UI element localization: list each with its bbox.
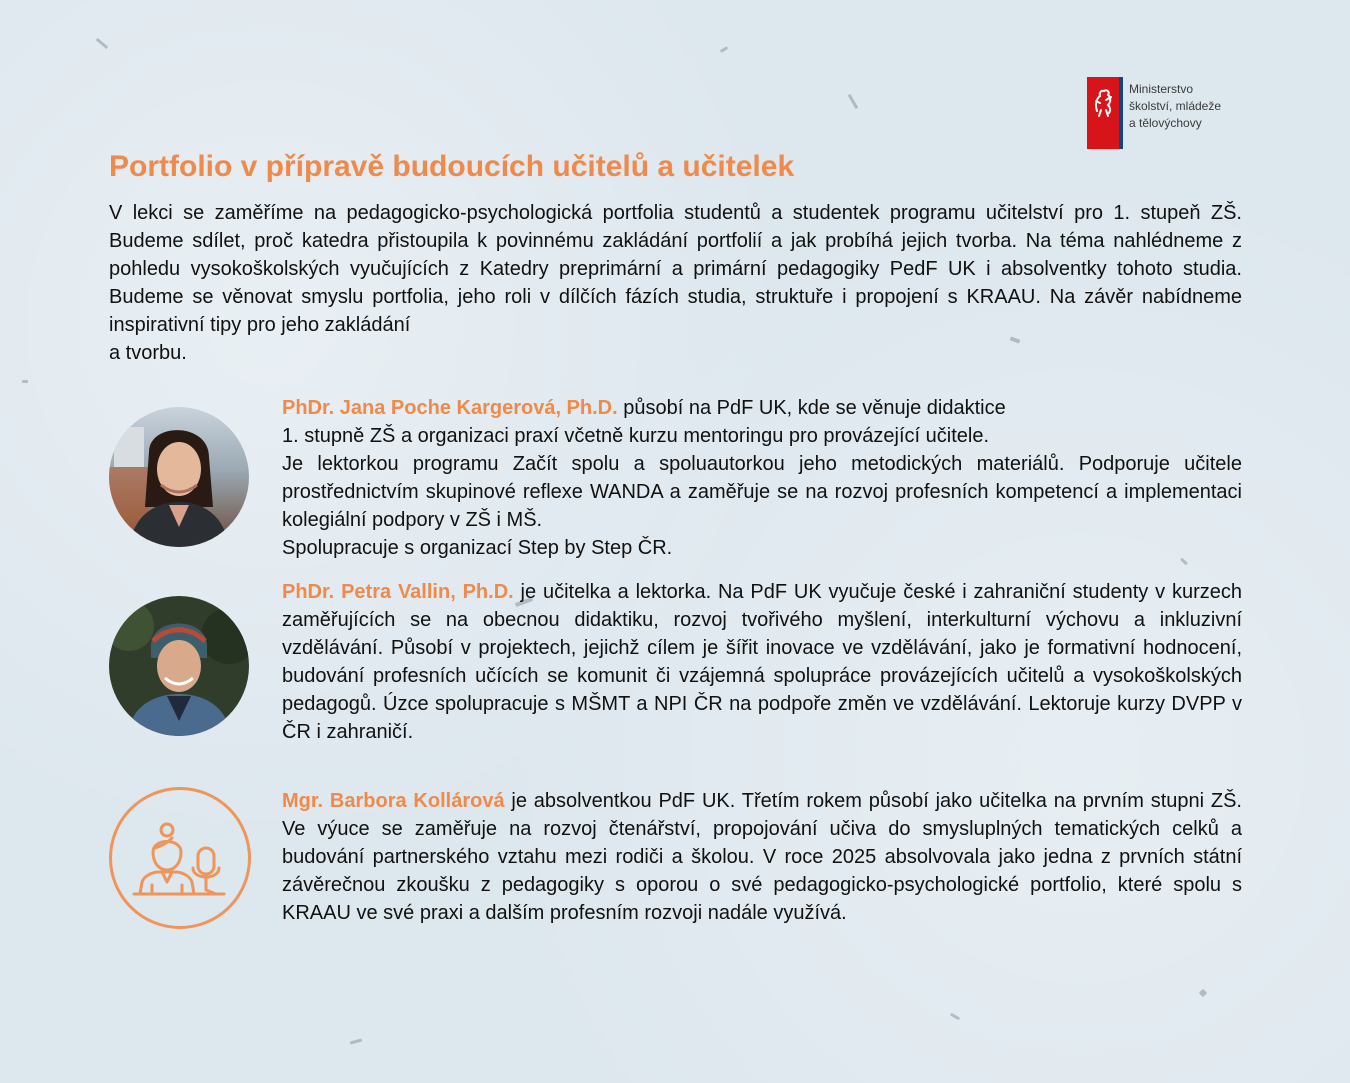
background-speck [848,94,859,109]
speaker-bio-kollarova [282,787,1242,927]
background-speck [950,1013,960,1021]
speaker-bio-kargerova [282,394,1242,562]
ministry-name [1129,81,1221,132]
background-speck [96,38,109,49]
intro-last-line: a tvorbu. [109,342,187,364]
speaker-bio-text: je absolventkou PdF UK. Třetím rokem působí jako učitelka na prvním stupni ZŠ. Ve výuce se zaměřuje na rozvoj čtenářství, propojování učiva do smysluplných tematických celků a budování partnerského vztahu mezi rodiči a školou. V roce 2025 absolvovala jako jedna z prvních státní závěrečnou zkoušku z pedagogiky s oporou o své pedagogicko-psychologické portfolio, které spolu s KRAAU ve své praxi a dalším profesním rozvoji nadále využívá. [282,790,1242,924]
page-title: Portfolio v přípravě budoucích učitelů a učitelek [109,150,795,183]
speaker-name: Mgr. Barbora Kollárová [282,790,505,812]
background-speck [350,1038,362,1044]
lion-emblem-icon [1087,83,1119,123]
background-speck [22,380,28,383]
ministry-flag [1087,77,1123,149]
speaker-name: PhDr. Petra Vallin, Ph.D. [282,581,514,603]
speaker-bio-text: je učitelka a lektorka. Na PdF UK vyučuje české i zahraniční studenty v kurzech zaměřujících se na obecnou didaktiku, rozvoj tvořivého myšlení, interkulturní výchovu a inkluzivní vzdělávání. Působí v projektech, jejichž cílem je šířit inovace ve vzdělávání, jako je formativní hodnocení, budování profesních učících se komunit či vzájemná spolupráce provázejících učitelů a vysokoškolských pedagogů. Úzce spolupracuje s MŠMT a NPI ČR na podpoře změn ve vzdělávání. Lektoruje kurzy DVPP v ČR i zahraničí. [282,581,1242,743]
ministry-name-line: a tělovýchovy [1129,116,1202,130]
ministry-name-line: Ministerstvo [1129,82,1194,96]
ministry-name-line: školství, mládeže [1129,99,1222,113]
background-speck [1199,989,1207,997]
speaker-bio-vallin [282,578,1242,746]
background-speck [720,46,728,53]
teacher-with-microphone-icon [112,790,248,926]
speaker-photo-vallin [109,596,249,736]
speaker-bio-text: Spolupracuje s organizací Step by Step ČR. [282,537,673,559]
speaker-photo-kargerova [109,407,249,547]
speaker-icon-kollarova [109,787,251,929]
intro-body: V lekci se zaměříme na pedagogicko-psychologická portfolia studentů a studentek programu učitelství pro 1. stupeň ZŠ. Budeme sdílet, proč katedra přistoupila k povinnému zakládání portfolií a jak probíhá jejich tvorba. Na téma nahlédneme z pohledu vysokoškolských vyučujících z Katedry preprimární a primární pedagogiky PedF UK i absolventky tohoto studia. Budeme se věnovat smyslu portfolia, jeho roli v dílčích fázích studia, struktuře i propojení s KRAAU. Na závěr nabídneme inspirativní tipy pro jeho zakládání [109,202,1242,336]
intro-paragraph [109,199,1242,367]
speaker-bio-text: působí na PdF UK, kde se věnuje didaktice [617,397,1006,419]
ministry-logo [1087,77,1247,149]
speaker-bio-text: Je lektorkou programu Začít spolu a spoluautorkou jeho metodických materiálů. Podporuje učitele prostřednictvím skupinové reflexe WANDA a zaměřuje se na rozvoj profesních kompetencí a implementaci kolegiální podpory v ZŠ i MŠ. [282,453,1242,531]
speaker-name: PhDr. Jana Poche Kargerová, Ph.D. [282,397,618,419]
speaker-bio-text: 1. stupně ZŠ a organizaci praxí včetně kurzu mentoringu pro provázející učitele. [282,425,990,447]
